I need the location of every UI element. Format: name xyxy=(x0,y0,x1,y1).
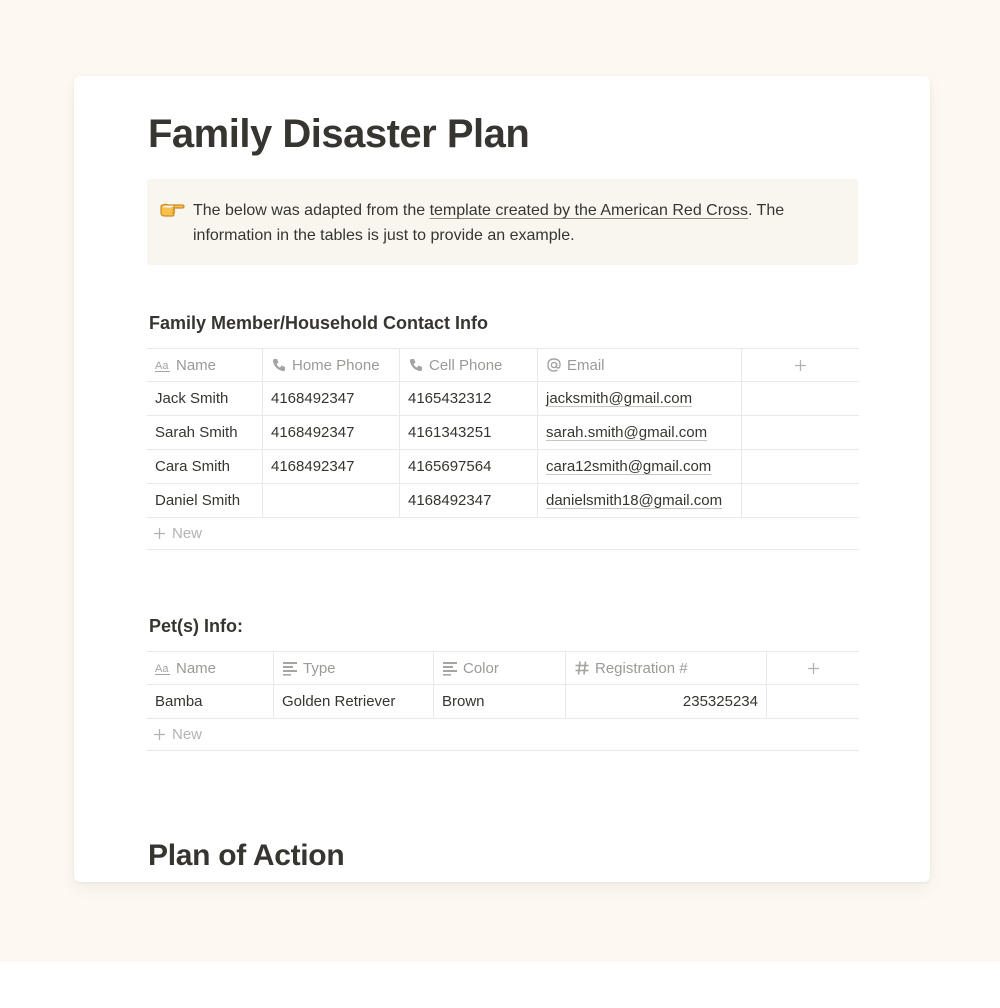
column-header-label: Registration # xyxy=(595,659,688,677)
plan-of-action-heading: Plan of Action xyxy=(148,839,345,872)
add-column-button[interactable] xyxy=(742,349,859,381)
column-header-name[interactable] xyxy=(147,349,263,381)
table-row[interactable] xyxy=(147,450,859,484)
contacts-table-title: Family Member/Household Contact Info xyxy=(149,313,489,333)
cell-empty xyxy=(742,484,859,517)
cell-home-phone[interactable]: 4168492347 xyxy=(263,416,400,449)
phone-icon xyxy=(271,357,287,373)
new-row-label: New xyxy=(172,525,203,542)
plus-icon xyxy=(153,728,166,741)
title-aa-icon xyxy=(155,357,171,373)
hash-icon xyxy=(574,660,590,676)
cell-empty xyxy=(742,416,859,449)
callout-text xyxy=(193,198,843,248)
page-title: Family Disaster Plan xyxy=(148,112,530,156)
email-link[interactable]: sarah.smith@gmail.com xyxy=(546,424,708,441)
title-aa-icon xyxy=(155,660,171,676)
plus-icon xyxy=(794,359,807,372)
cell-empty xyxy=(767,685,859,718)
new-row-button[interactable] xyxy=(147,719,859,751)
table-row[interactable] xyxy=(147,484,859,518)
pets-table-title: Pet(s) Info: xyxy=(149,616,243,636)
email-link[interactable]: cara12smith@gmail.com xyxy=(546,458,712,475)
plus-icon xyxy=(807,662,820,675)
plus-icon xyxy=(153,527,166,540)
column-header-color[interactable] xyxy=(434,652,566,684)
email-link[interactable]: jacksmith@gmail.com xyxy=(546,390,693,407)
email-link[interactable]: danielsmith18@gmail.com xyxy=(546,492,723,509)
red-cross-template-link[interactable]: template created by the American Red Cross xyxy=(429,202,748,219)
column-header-cell-phone[interactable] xyxy=(400,349,538,381)
text-lines-icon xyxy=(442,660,458,676)
cell-name[interactable]: Sarah Smith xyxy=(147,416,263,449)
add-column-button[interactable] xyxy=(767,652,859,684)
at-icon xyxy=(546,357,562,373)
phone-icon xyxy=(408,357,424,373)
column-header-home-phone[interactable] xyxy=(263,349,400,381)
cell-cell-phone[interactable]: 4165432312 xyxy=(400,382,538,415)
pets-header-row xyxy=(147,651,859,685)
cell-name[interactable]: Cara Smith xyxy=(147,450,263,483)
cell-name[interactable]: Daniel Smith xyxy=(147,484,263,517)
table-row[interactable] xyxy=(147,382,859,416)
column-header-label: Cell Phone xyxy=(429,356,503,374)
cell-email[interactable] xyxy=(538,484,742,517)
cell-type[interactable]: Golden Retriever xyxy=(274,685,434,718)
table-row[interactable] xyxy=(147,685,859,719)
cell-cell-phone[interactable]: 4168492347 xyxy=(400,484,538,517)
column-header-type[interactable] xyxy=(274,652,434,684)
column-header-email[interactable] xyxy=(538,349,742,381)
column-header-name[interactable] xyxy=(147,652,274,684)
cell-cell-phone[interactable]: 4161343251 xyxy=(400,416,538,449)
column-header-label: Name xyxy=(176,659,217,677)
contacts-table xyxy=(147,348,859,550)
cell-name[interactable]: Jack Smith xyxy=(147,382,263,415)
callout-block xyxy=(147,179,858,265)
cell-home-phone[interactable]: 4168492347 xyxy=(263,450,400,483)
cell-cell-phone[interactable]: 4165697564 xyxy=(400,450,538,483)
new-row-button[interactable] xyxy=(147,518,859,550)
cell-home-phone[interactable]: 4168492347 xyxy=(263,382,400,415)
cell-email[interactable] xyxy=(538,382,742,415)
pets-table xyxy=(147,651,859,751)
column-header-label: Name xyxy=(176,356,217,374)
svg-text:Aa: Aa xyxy=(155,360,169,372)
column-header-label: Home Phone xyxy=(292,356,380,374)
cell-home-phone[interactable] xyxy=(263,484,400,517)
callout-text-after: . The information in the tables is just to provide an example. xyxy=(193,202,785,244)
cell-email[interactable] xyxy=(538,416,742,449)
column-header-label: Type xyxy=(303,659,336,677)
pointing-hand-icon xyxy=(159,199,185,219)
cell-registration[interactable]: 235325234 xyxy=(566,685,767,718)
cell-empty xyxy=(742,382,859,415)
table-row[interactable] xyxy=(147,416,859,450)
column-header-label: Color xyxy=(463,659,499,677)
cell-email[interactable] xyxy=(538,450,742,483)
column-header-registration[interactable] xyxy=(566,652,767,684)
cell-color[interactable]: Brown xyxy=(434,685,566,718)
cell-name[interactable]: Bamba xyxy=(147,685,274,718)
text-lines-icon xyxy=(282,660,298,676)
new-row-label: New xyxy=(172,726,203,743)
column-header-label: Email xyxy=(567,356,605,374)
cell-empty xyxy=(742,450,859,483)
contacts-header-row xyxy=(147,348,859,382)
svg-text:Aa: Aa xyxy=(155,663,169,675)
page-card xyxy=(74,76,930,882)
callout-text-before: The below was adapted from the xyxy=(193,202,430,219)
